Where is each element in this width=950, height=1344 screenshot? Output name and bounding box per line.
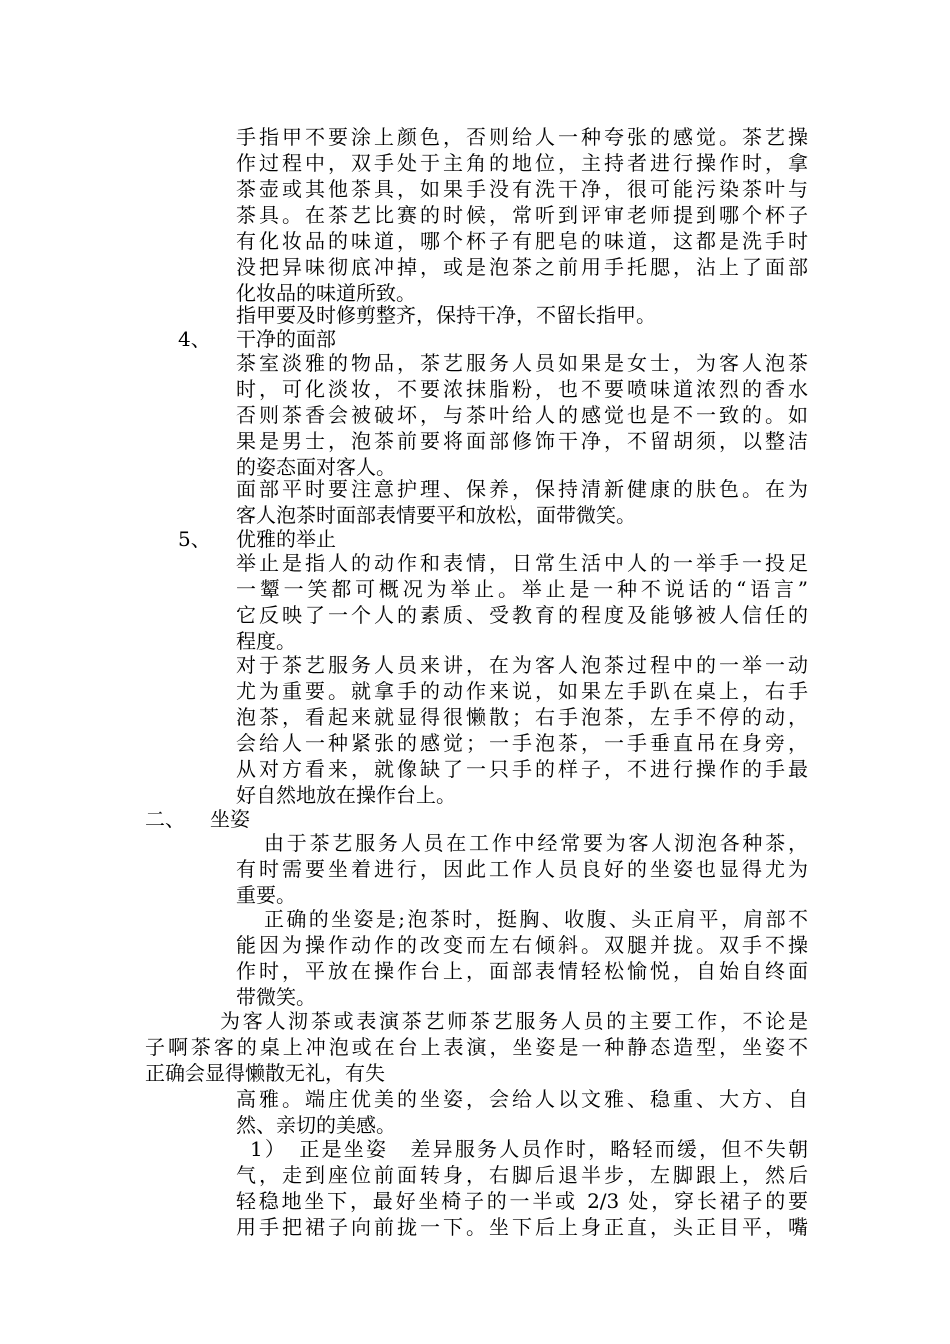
text-line: 指甲要及时修剪整齐，保持干净，不留长指甲。 <box>236 303 656 327</box>
text-line: 茶具。在茶艺比赛的时候，常听到评审老师提到哪个杯子 <box>236 203 808 227</box>
text-line: 从对方看来，就像缺了一只手的样子，不进行操作的手最 <box>236 757 808 781</box>
text-line: 为客人沏茶或表演茶艺师茶艺服务人员的主要工作，不论是 <box>220 1009 808 1033</box>
text-line: 果是男士，泡茶前要将面部修饰干净，不留胡须，以整洁 <box>236 429 808 453</box>
text-line: 茶壶或其他茶具，如果手没有洗干净，很可能污染茶叶与 <box>236 177 808 201</box>
text-line: 茶室淡雅的物品，茶艺服务人员如果是女士，为客人泡茶 <box>236 351 808 375</box>
text-line: 带微笑。 <box>236 985 316 1009</box>
text-line: 面部平时要注意护理、保养，保持清新健康的肤色。在为 <box>236 477 808 501</box>
section-heading: 坐姿 <box>210 807 250 831</box>
text-line: 作时，平放在操作台上，面部表情轻松愉悦，自始自终面 <box>236 959 808 983</box>
text-line: 否则茶香会被破坏，与茶叶给人的感觉也是不一致的。如 <box>236 403 808 427</box>
list-heading: 优雅的举止 <box>236 527 336 551</box>
text-line: 用手把裙子向前拢一下。坐下后上身正直，头正目平，嘴 <box>236 1215 808 1239</box>
text-line: 由于茶艺服务人员在工作中经常要为客人沏泡各种茶， <box>264 831 808 855</box>
text-line: 正确会显得懒散无礼，有失 <box>145 1061 385 1085</box>
text-line: 程度。 <box>236 629 296 653</box>
text-line: 会给人一种紧张的感觉；一手泡茶，一手垂直吊在身旁， <box>236 731 808 755</box>
text-line: 气，走到座位前面转身，右脚后退半步，左脚跟上，然后 <box>236 1163 808 1187</box>
text-line: 有化妆品的味道，哪个杯子有肥皂的味道，这都是洗手时 <box>236 229 808 253</box>
list-number: 4、 <box>178 327 211 351</box>
text-line: 高雅。端庄优美的坐姿，会给人以文雅、稳重、大方、自 <box>236 1087 808 1111</box>
list-number: 5、 <box>178 527 211 551</box>
text-line: 好自然地放在操作台上。 <box>236 783 456 807</box>
text-line: 能因为操作动作的改变而左右倾斜。双腿并拢。双手不操 <box>236 933 808 957</box>
text-line: 然、亲切的美感。 <box>236 1113 396 1137</box>
text-line: 时，可化淡妆，不要浓抹脂粉，也不要喷味道浓烈的香水 <box>236 377 808 401</box>
text-line: 举止是指人的动作和表情，日常生活中人的一举手一投足 <box>236 551 808 575</box>
text-line: 有时需要坐着进行，因此工作人员良好的坐姿也显得尤为 <box>236 857 808 881</box>
list-heading: 干净的面部 <box>236 327 336 351</box>
text-line: 1） 正是坐姿 差异服务人员作时，略轻而缓，但不失朝 <box>250 1137 808 1161</box>
text-line: 一颦一笑都可概况为举止。举止是一种不说话的“语言” <box>236 577 808 601</box>
text-line: 的姿态面对客人。 <box>236 455 396 479</box>
text-line: 手指甲不要涂上颜色，否则给人一种夸张的感觉。茶艺操 <box>236 125 808 149</box>
text-line: 正确的坐姿是;泡茶时，挺胸、收腹、头正肩平，肩部不 <box>264 907 808 931</box>
text-line: 没把异味彻底冲掉，或是泡茶之前用手托腮，沾上了面部 <box>236 255 808 279</box>
text-line: 重要。 <box>236 883 296 907</box>
text-line: 对于茶艺服务人员来讲，在为客人泡茶过程中的一举一动 <box>236 653 808 677</box>
text-line: 客人泡茶时面部表情要平和放松，面带微笑。 <box>236 503 636 527</box>
text-line: 泡茶，看起来就显得很懒散；右手泡茶，左手不停的动， <box>236 705 808 729</box>
text-line: 轻稳地坐下，最好坐椅子的一半或 2/3 处，穿长裙子的要 <box>236 1189 808 1213</box>
text-line: 尤为重要。就拿手的动作来说，如果左手趴在桌上，右手 <box>236 679 808 703</box>
text-line: 它反映了一个人的素质、受教育的程度及能够被人信任的 <box>236 603 808 627</box>
text-line: 作过程中，双手处于主角的地位，主持者进行操作时，拿 <box>236 151 808 175</box>
section-number: 二、 <box>145 807 185 831</box>
text-line: 化妆品的味道所致。 <box>236 281 416 305</box>
text-line: 子啊茶客的桌上冲泡或在台上表演，坐姿是一种静态造型，坐姿不 <box>145 1035 808 1059</box>
